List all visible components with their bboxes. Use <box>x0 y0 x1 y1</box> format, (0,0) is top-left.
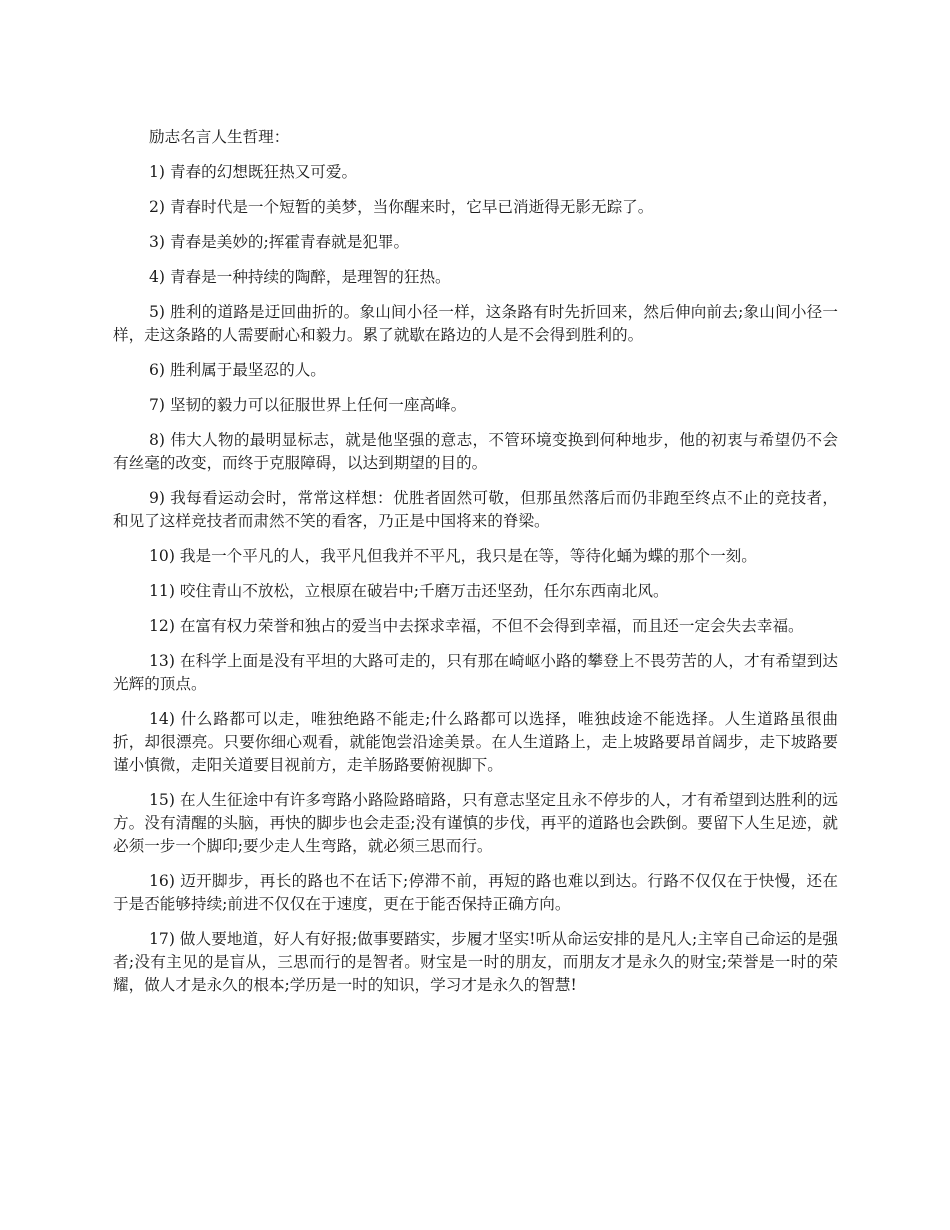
quote-paragraph: 8) 伟大人物的最明显标志，就是他坚强的意志，不管环境变换到何种地步，他的初衷与希望仍不会有丝毫的改变，而终于克服障碍，以达到期望的目的。 <box>113 431 838 472</box>
quote-paragraph: 11) 咬住青山不放松，立根原在破岩中;千磨万击还坚劲，任尔东西南北风。 <box>149 582 669 600</box>
quote-paragraph: 16) 迈开脚步，再长的路也不在话下;停滞不前，再短的路也难以到达。行路不仅仅在于快慢，还在于是否能够持续;前进不仅仅在于速度，更在于能否保持正确方向。 <box>113 872 838 913</box>
document-heading: 励志名言人生哲理： <box>149 128 290 146</box>
quote-paragraph: 15) 在人生征途中有许多弯路小路险路暗路，只有意志坚定且永不停步的人，才有希望到达胜利的远方。没有清醒的头脑，再快的脚步也会走歪;没有谨慎的步伐，再平的道路也会跌倒。要留下人生足迹，就必须一步一个脚印;要少走人生弯路，就必须三思而行。 <box>113 791 838 855</box>
quote-paragraph: 7) 坚韧的毅力可以征服世界上任何一座高峰。 <box>149 396 467 414</box>
quote-paragraph: 6) 胜利属于最坚忍的人。 <box>149 361 326 379</box>
document-page <box>113 126 838 1009</box>
quote-paragraph: 12) 在富有权力荣誉和独占的爱当中去探求幸福，不但不会得到幸福，而且还一定会失去幸福。 <box>149 617 804 635</box>
quote-paragraph: 9) 我每看运动会时，常常这样想：优胜者固然可敬，但那虽然落后而仍非跑至终点不止的竞技者，和见了这样竞技者而肃然不笑的看客，乃正是中国将来的脊梁。 <box>113 489 838 530</box>
quote-paragraph: 5) 胜利的道路是迂回曲折的。象山间小径一样，这条路有时先折回来，然后伸向前去;象山间小径一样，走这条路的人需要耐心和毅力。累了就歇在路边的人是不会得到胜利的。 <box>113 303 838 344</box>
quote-paragraph: 10) 我是一个平凡的人，我平凡但我并不平凡，我只是在等，等待化蛹为蝶的那个一刻。 <box>149 547 757 565</box>
quote-paragraph: 3) 青春是美妙的;挥霍青春就是犯罪。 <box>149 233 410 251</box>
quote-paragraph: 17) 做人要地道，好人有好报;做事要踏实，步履才坚实!听从命运安排的是凡人;主宰自己命运的是强者;没有主见的是盲从，三思而行的是智者。财宝是一时的朋友，而朋友才是永久的财宝;荣誉是一时的荣耀，做人才是永久的根本;学历是一时的知识，学习才是永久的智慧! <box>113 930 838 994</box>
quote-paragraph: 13) 在科学上面是没有平坦的大路可走的，只有那在崎岖小路的攀登上不畏劳苦的人，才有希望到达光辉的顶点。 <box>113 652 838 693</box>
quote-paragraph: 1) 青春的幻想既狂热又可爱。 <box>149 163 358 181</box>
quote-paragraph: 14) 什么路都可以走，唯独绝路不能走;什么路都可以选择，唯独歧途不能选择。人生道路虽很曲折，却很漂亮。只要你细心观看，就能饱尝沿途美景。在人生道路上，走上坡路要昂首阔步，走下坡路要谨小慎微，走阳关道要目视前方，走羊肠路要俯视脚下。 <box>113 710 838 774</box>
quote-paragraph: 2) 青春时代是一个短暂的美梦，当你醒来时，它早已消逝得无影无踪了。 <box>149 198 654 216</box>
quote-paragraph: 4) 青春是一种持续的陶醉，是理智的狂热。 <box>149 268 451 286</box>
